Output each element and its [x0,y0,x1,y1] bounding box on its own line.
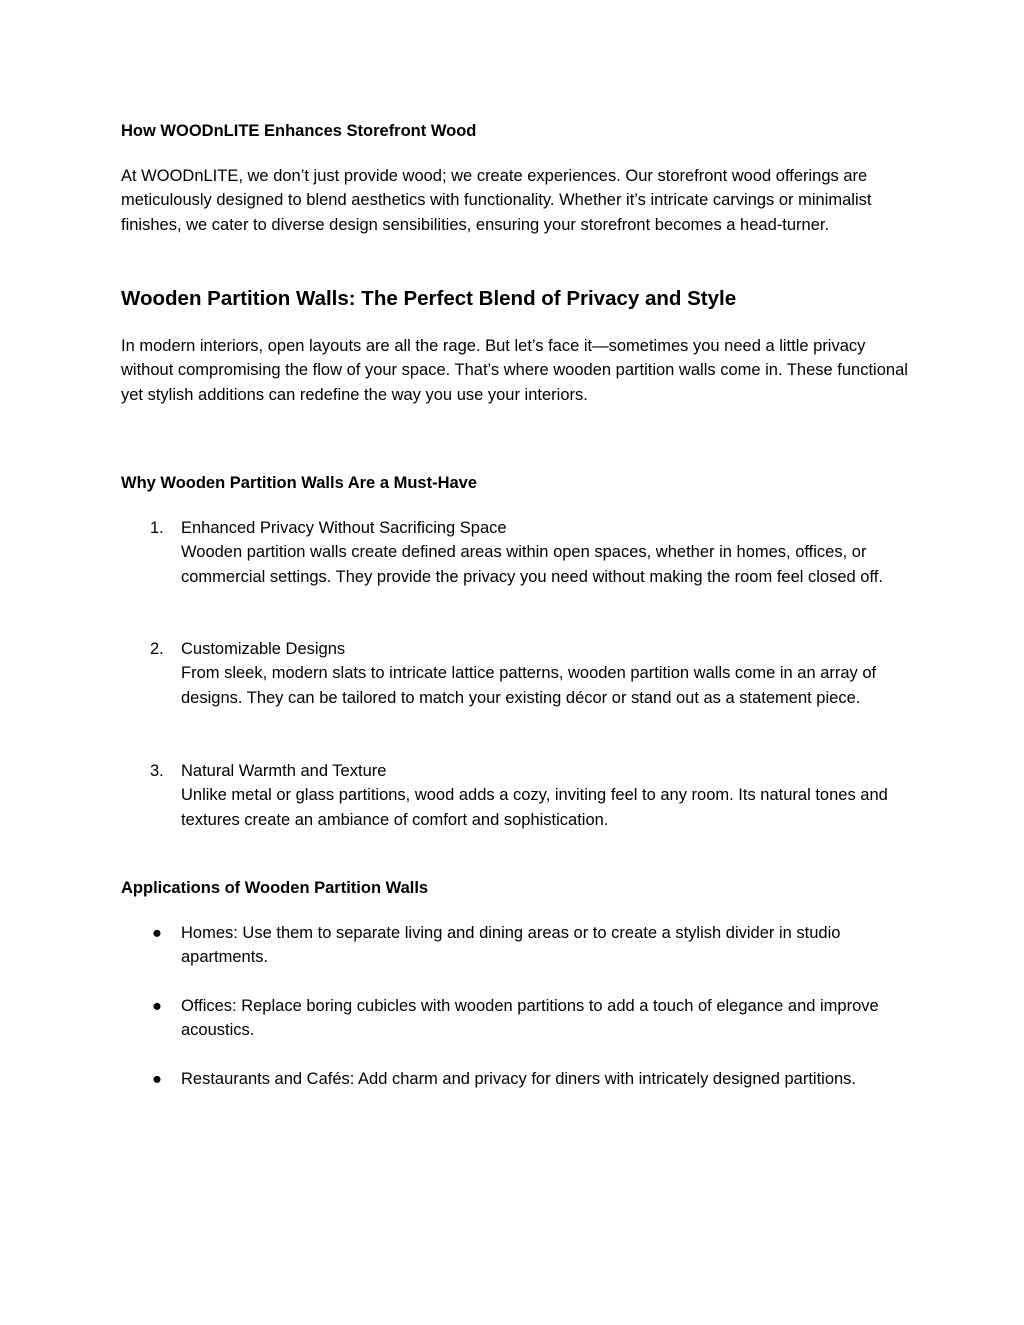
bullet-item-text: Offices: Replace boring cubicles with wooden partitions to add a touch of elegance and improve acoustics. [181,997,879,1040]
list-item-title: Natural Warmth and Texture [181,762,387,780]
list-item-description: Wooden partition walls create defined areas within open spaces, whether in homes, offices, or commercial settings. They provide the privacy you need without making the room feel closed off. [181,543,883,586]
section-heading-storefront: How WOODnLITE Enhances Storefront Wood [121,122,477,140]
list-item-title: Customizable Designs [181,640,346,658]
list-item-description: Unlike metal or glass partitions, wood adds a cozy, inviting feel to any room. Its natural tones and textures create an ambiance of comfort and sophistication. [181,786,888,829]
list-number: 3. [150,762,164,780]
list-item-description: From sleek, modern slats to intricate lattice patterns, wooden partition walls come in an array of designs. They can be tailored to match your existing décor or stand out as a statement piece. [181,664,877,707]
paragraph-storefront: At WOODnLITE, we don’t just provide wood; we create experiences. Our storefront wood offerings are meticulously designed to blend aesthetics with functionality. Whether it’s intricate carvings or minimalist finishes, we cater to diverse design sensibilities, ensuring your storefront becomes a head-turner. [121,167,872,234]
bullet-item-text: Restaurants and Cafés: Add charm and privacy for diners with intricately designed partitions. [181,1070,857,1088]
bullet-icon: ● [152,997,162,1015]
bullet-icon: ● [152,1070,162,1088]
list-number: 1. [150,519,164,537]
bullet-item-text: Homes: Use them to separate living and dining areas or to create a stylish divider in studio apartments. [181,924,841,967]
section-heading-must-have: Why Wooden Partition Walls Are a Must-Have [121,474,478,492]
paragraph-partition-walls: In modern interiors, open layouts are all the rage. But let’s face it—sometimes you need a little privacy without compromising the flow of your space. That’s where wooden partition walls come in. These functional yet stylish additions can redefine the way you use your interiors. [121,337,908,404]
section-heading-applications: Applications of Wooden Partition Walls [121,879,429,897]
section-heading-partition-walls: Wooden Partition Walls: The Perfect Blend of Privacy and Style [121,287,737,310]
list-item-title: Enhanced Privacy Without Sacrificing Space [181,519,507,537]
list-number: 2. [150,640,164,658]
bullet-icon: ● [152,924,162,942]
